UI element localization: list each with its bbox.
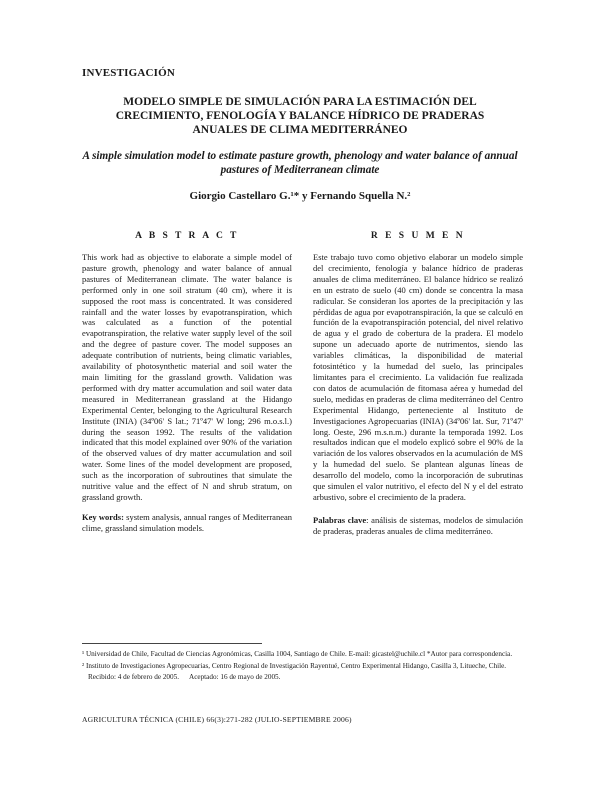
abstract-text: This work had as objective to elaborate a simple model of pasture growth, phenology and water balance of annual pastures of Mediterranean climate. The water balance is performed only in one soil stratum (40 cm), where it is supposed the root mass is concentrated. It was considered rainfall and the water losses by evapotranspiration, which was calculated as a function of the potential evapotranspiration, the relative water supply level of the soil and the degree of pasture cover. The model supposes an adequate contribution of nutrients, being climatic variables, availability of photosynthetic material and soil water the main limiting for the grassland growth. Validation was performed with dry matter accumulation and soil water data measured in Mediterranean grassland at the Hidango Experimental Center, belonging to the Agricultural Research Institute (INIA) (34º06' S lat.; 71º47' W long; 296 m.o.s.l.) during the season 1992. The results of the validation indicated that this model explained over 90% of the variation of the observed values of dry matter accumulation and soil water. Some lines of the model development are proposed, such as the incorporation of subroutines that simulate the nutritive value and the effect of N and shrub stratum, on grassland growth. bbox=[82, 252, 292, 502]
accepted-date: Aceptado: 16 de mayo de 2005. bbox=[189, 673, 281, 682]
abstract-heading: A B S T R A C T bbox=[135, 231, 239, 241]
keywords-text: system analysis, annual ranges of Mediterranean clime, grassland simulation models. bbox=[82, 511, 292, 533]
resumen-column bbox=[313, 231, 523, 537]
footnote-1: ¹ Universidad de Chile, Facultad de Ciencias Agronómicas, Casilla 1004, Santiago de Chile. E-mail: gicastel@uchile.cl *Autor para correspondencia. bbox=[82, 650, 513, 658]
abstract-column bbox=[82, 231, 292, 534]
resumen-heading: R E S U M E N bbox=[370, 231, 466, 241]
resumen-keywords bbox=[313, 515, 523, 537]
abstract-keywords bbox=[82, 512, 292, 534]
palabras-clave-text: : análisis de sistemas, modelos de simulación de praderas, praderas anuales de clima mediterráneo. bbox=[313, 514, 523, 536]
footnote-2: ² Instituto de Investigaciones Agropecuarias, Centro Regional de Investigación Rayentué, Centro Experimental Hidango, Casilla 3, Litueche, Chile. bbox=[82, 661, 507, 670]
received-date: Recibido: 4 de febrero de 2005. bbox=[88, 673, 180, 682]
journal-citation: AGRICULTURA TÉCNICA (CHILE) 66(3):271-282 (JULIO-SEPTIEMBRE 2006) bbox=[82, 715, 352, 724]
footnote-divider bbox=[82, 643, 262, 644]
resumen-text: Este trabajo tuvo como objetivo elaborar un modelo simple del crecimiento, fenología y balance hídrico de praderas anuales de clima mediterráneo. El balance hídrico se realizó en un estrato de suelo (40 cm) donde se concentra la masa radicular. Se consideran los aportes de la precipitación y las pérdidas de agua por evapotranspiración, la que se calculó en función de la evapotranspiración potencial, del nivel relativo de agua y el grado de cobertura de la pradera. El modelo supone un adecuado aporte de nutrimentos, siendo las variables climáticas, la disponibilidad de material fotosintético y la humedad del suelo, las principales limitantes para el crecimiento. La validación fue realizada con datos de acumulación de fitomasa aérea y humedad del suelo, medidas en praderas de clima mediterráneo del Centro Experimental Hidango, perteneciente al Instituto de Investigaciones Agropecuarias (INIA) (34º06' lat. Sur, 71º47' long. Oeste, 296 m.s.n.m.) durante la temporada 1992. Los resultados indican que el modelo explicó sobre el 90% de la variación de los valores observados en la acumulación de MS y la humedad del suelo. Se plantean algunas líneas de desarrollo del modelo, como la incorporación de subrutinas que simulen el valor nutritivo, el efecto del N y el del estrato arbustivo, sobre el crecimiento de la pradera. bbox=[313, 252, 523, 502]
palabras-clave-label: Palabras clave bbox=[313, 514, 367, 525]
title-english: A simple simulation model to estimate pasture growth, phenology and water balance of annual pastures of Mediterranean climate bbox=[82, 150, 518, 176]
footnotes bbox=[82, 650, 522, 685]
authors: Giorgio Castellaro G.¹* y Fernando Squella N.² bbox=[189, 190, 411, 202]
submission-dates bbox=[88, 673, 522, 683]
section-label: INVESTIGACIÓN bbox=[82, 67, 176, 79]
keywords-label: Key words: bbox=[82, 511, 124, 522]
title-spanish: MODELO SIMPLE DE SIMULACIÓN PARA LA ESTIMACIÓN DEL CRECIMIENTO, FENOLOGÍA Y BALANCE HÍDRICO DE PRADERAS ANUALES DE CLIMA MEDITERRÁNEO bbox=[115, 96, 485, 136]
